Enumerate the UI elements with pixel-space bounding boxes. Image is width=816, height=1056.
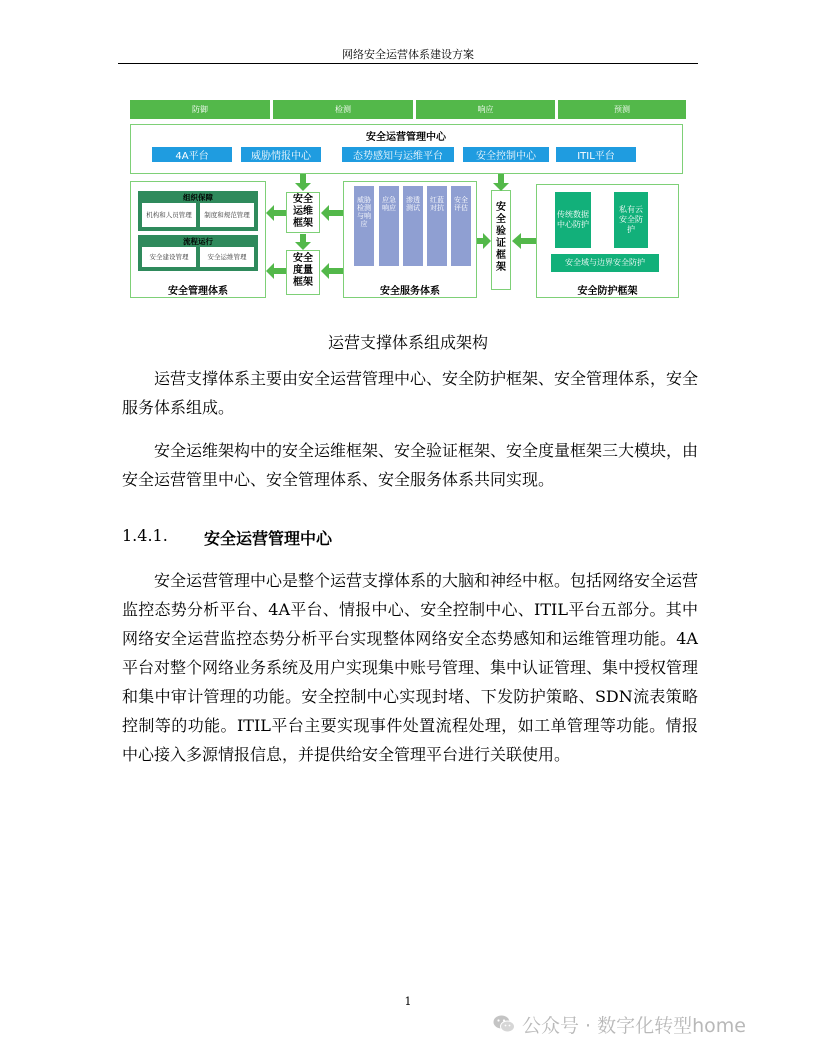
management-label: 安全管理体系 bbox=[168, 286, 228, 297]
paragraph-1: 运营支撑体系主要由安全运营管理中心、安全防护框架、安全管理体系，安全服务体系组成。 bbox=[122, 369, 699, 417]
protection-item-private-cloud: 私有云安全防护 bbox=[614, 192, 648, 248]
wechat-icon bbox=[492, 1012, 516, 1036]
service-item-pentest: 渗透测试 bbox=[403, 186, 423, 266]
diagram-arrows bbox=[0, 0, 816, 310]
org-item-personnel: 机构和人员管理 bbox=[142, 203, 196, 227]
section-title: 安全运营管理中心 bbox=[204, 529, 333, 548]
process-item-ops: 安全运维管理 bbox=[200, 247, 254, 267]
section-paragraph: 安全运营管理中心是整个运营支撑体系的大脑和神经中枢。包括网络安全运营监控态势分析平台、4A平台、情报中心、安全控制中心、ITIL平台五部分。其中网络安全运营监控态势分析平台实现整体网络安全态势感知和运维管理功能。4A平台对整个网络业务系统及用户实现集中账号管理、集中认证管理、集中授权管理和集中审计管理的功能。安全控制中心实现封堵、下发防护策略、SDN流表策略控制等的功能。ITIL平台主要实现事件处置流程处理，如工单管理等功能。情报中心接入多源情报信息，并提供给安全管理平台进行关联使用。 bbox=[122, 571, 699, 764]
phase-predict: 预测 bbox=[558, 100, 686, 119]
center-item-security-control: 安全控制中心 bbox=[463, 147, 549, 162]
phase-respond: 响应 bbox=[416, 100, 555, 119]
center-item-itil: ITIL平台 bbox=[556, 147, 636, 162]
phase-detect: 检测 bbox=[273, 100, 413, 119]
architecture-diagram bbox=[0, 0, 816, 310]
org-guarantee-title: 组织保障 bbox=[183, 193, 213, 202]
process-item-build: 安全建设管理 bbox=[142, 247, 196, 267]
org-item-policy: 制度和规范管理 bbox=[200, 203, 254, 227]
center-item-4a: 4A平台 bbox=[152, 147, 232, 162]
center-item-situation-awareness: 态势感知与运维平台 bbox=[342, 147, 454, 162]
phase-defense: 防御 bbox=[130, 100, 270, 119]
page-header-title: 网络安全运营体系建设方案 bbox=[342, 48, 474, 61]
verify-framework-label: 安全验证框架 bbox=[496, 202, 506, 273]
ops-framework-label: 安全运维框架 bbox=[293, 194, 313, 229]
section-number: 1.4.1. bbox=[122, 526, 168, 545]
page-number: 1 bbox=[404, 995, 412, 1008]
service-item-red-blue: 红蓝对抗 bbox=[427, 186, 447, 266]
measure-framework-label: 安全度量框架 bbox=[293, 253, 313, 288]
service-item-threat-detection: 威胁检测与响应 bbox=[354, 186, 374, 266]
figure-caption: 运营支撑体系组成架构 bbox=[327, 333, 488, 352]
protection-item-dc: 传统数据中心防护 bbox=[555, 192, 591, 248]
paragraph-2: 安全运维架构中的安全运维框架、安全验证框架、安全度量框架三大模块，由安全运营管里中心、安全管理体系、安全服务体系共同实现。 bbox=[122, 441, 699, 489]
watermark bbox=[492, 1010, 746, 1038]
service-label: 安全服务体系 bbox=[380, 286, 440, 297]
watermark-text: 公众号 · 数字化转型home bbox=[522, 1014, 746, 1037]
process-title: 流程运行 bbox=[183, 237, 213, 246]
service-item-emergency: 应急响应 bbox=[379, 186, 399, 266]
ops-center-title: 安全运营管理中心 bbox=[366, 132, 446, 143]
center-item-threat-intel: 威胁情报中心 bbox=[241, 147, 321, 162]
service-item-assessment: 安全评估 bbox=[451, 186, 471, 266]
protection-item-boundary: 安全域与边界安全防护 bbox=[551, 254, 659, 272]
protection-label: 安全防护框架 bbox=[577, 286, 638, 297]
section-heading bbox=[122, 526, 332, 549]
